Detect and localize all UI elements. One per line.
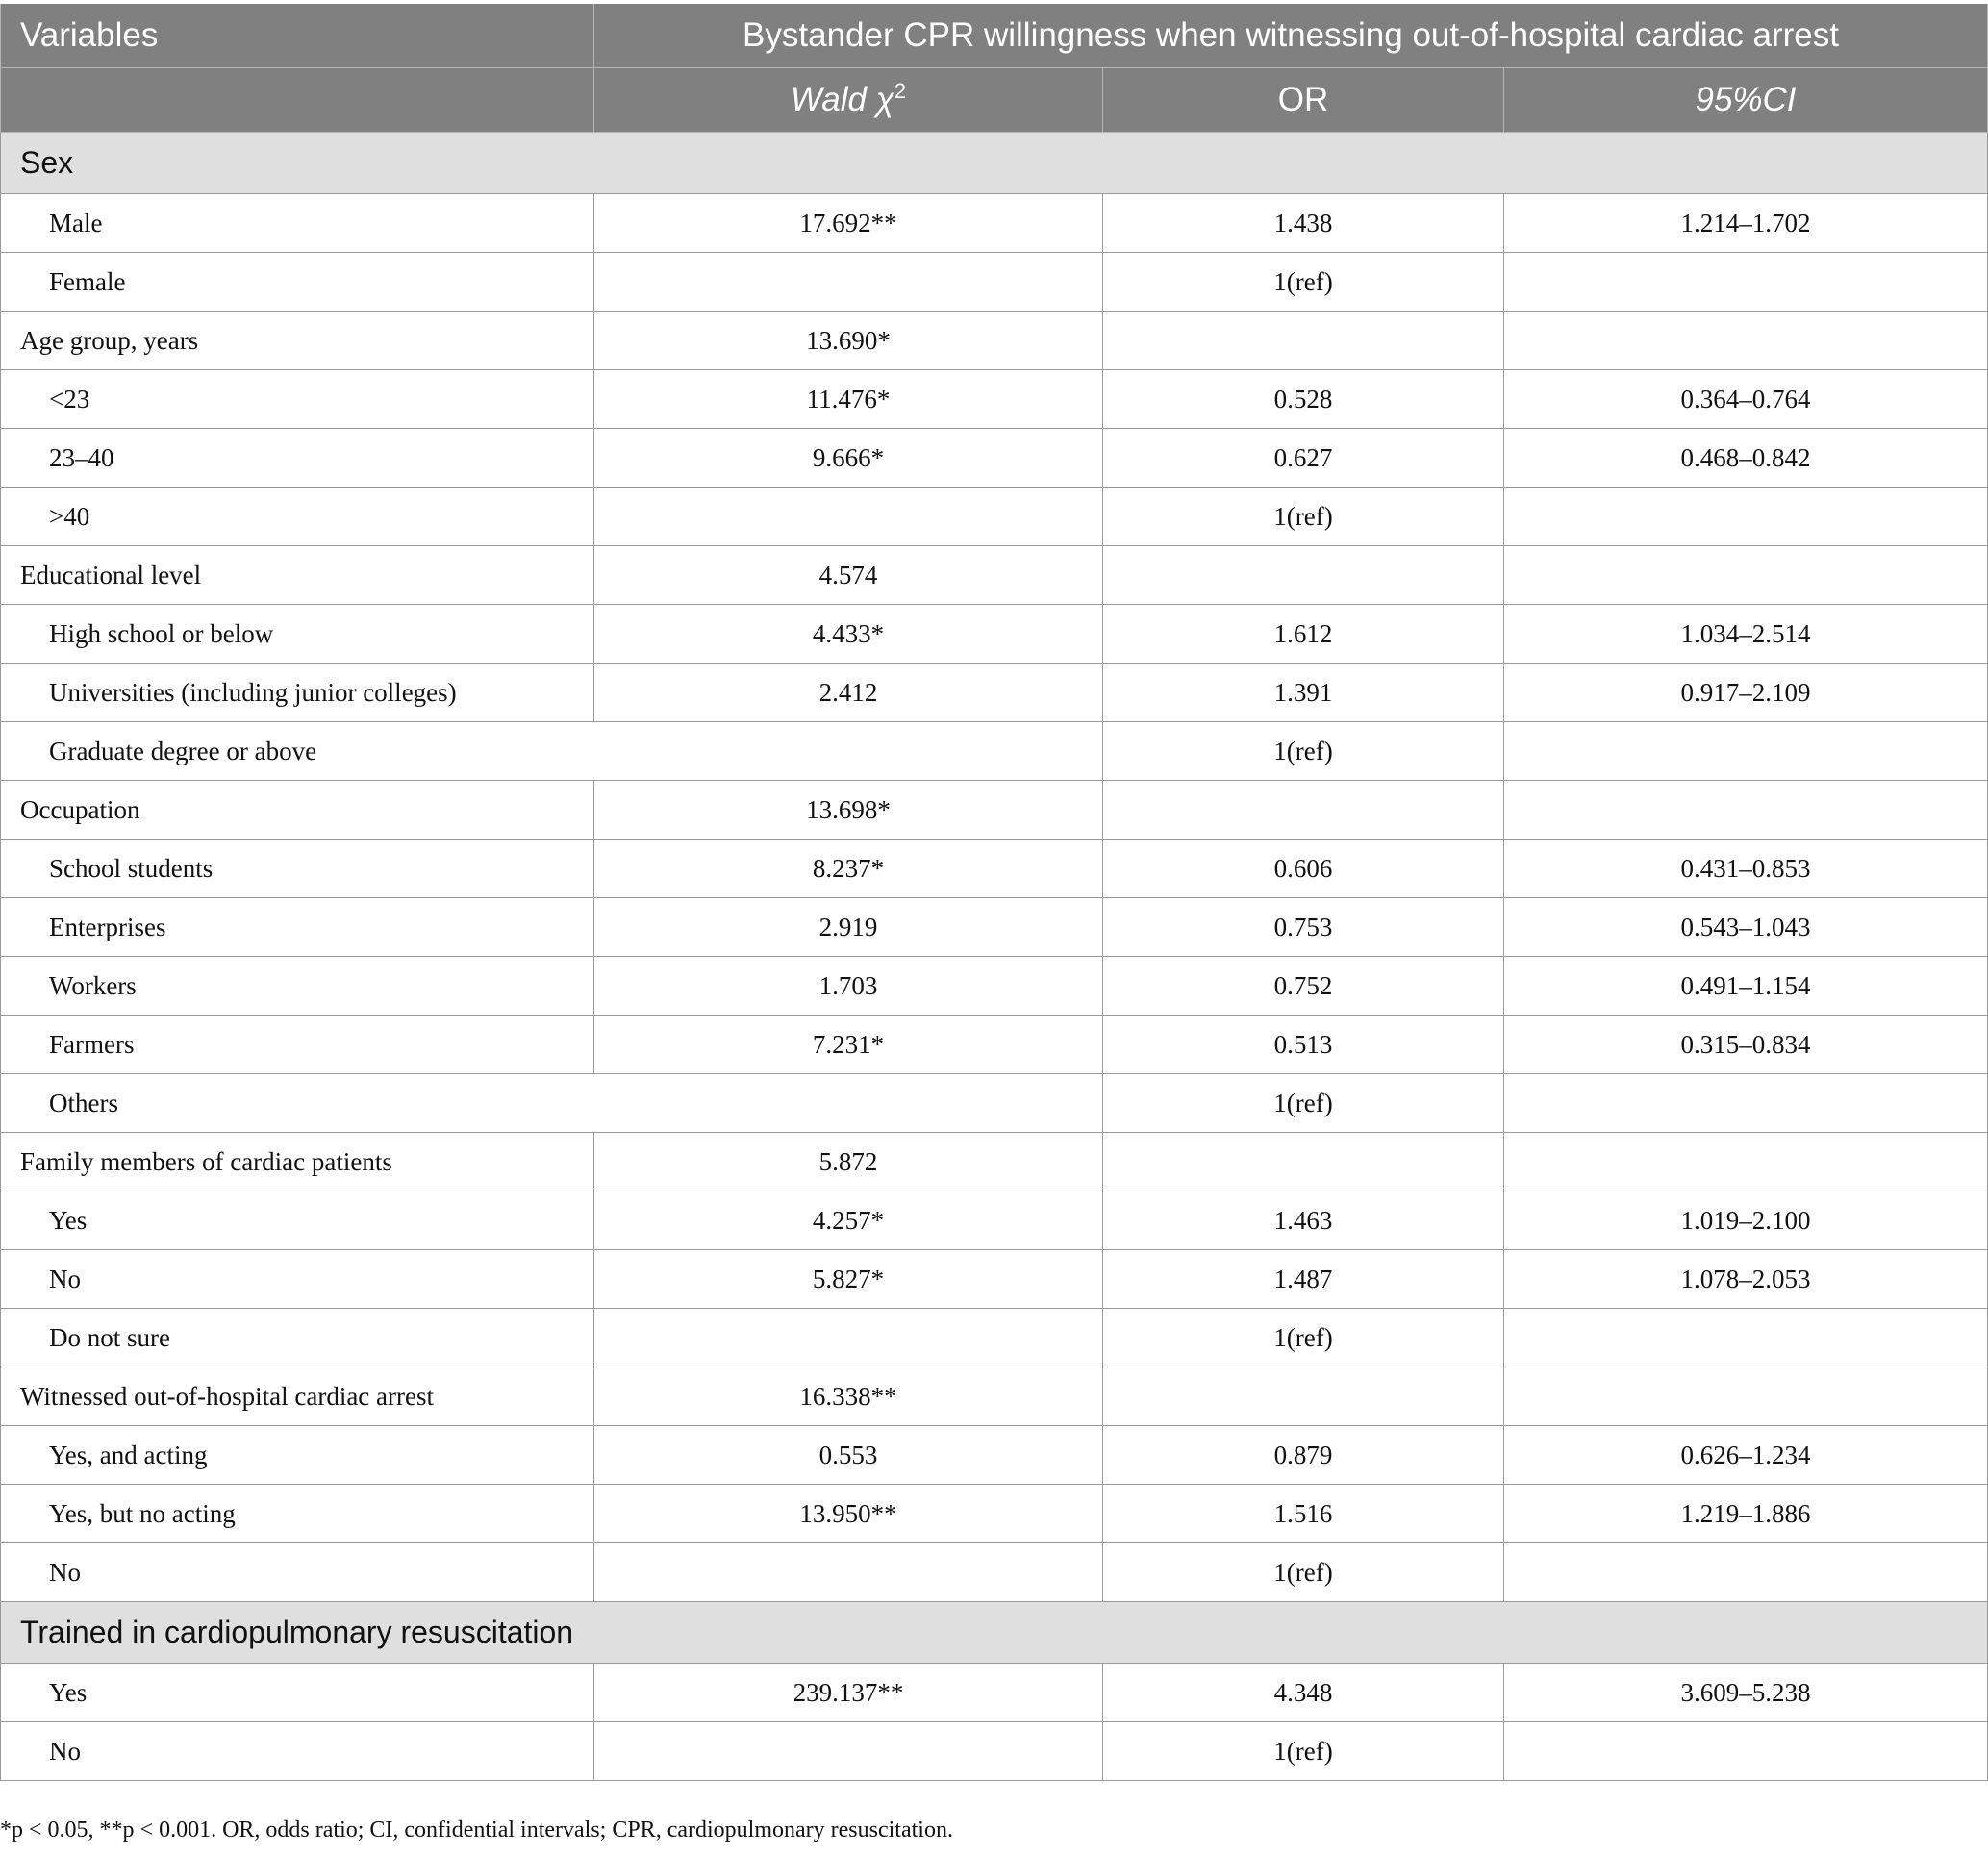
ci-value: 0.431–0.853 — [1504, 840, 1988, 898]
table-row — [1, 488, 1988, 546]
variable-label: Graduate degree or above — [1, 722, 1103, 781]
variable-label: Yes — [1, 1664, 594, 1722]
variable-label: High school or below — [1, 605, 594, 664]
or-value — [1103, 1367, 1504, 1426]
section-row — [1, 1602, 1988, 1664]
results-table — [0, 4, 1988, 1781]
or-value: 1(ref) — [1103, 1074, 1504, 1133]
table-row — [1, 194, 1988, 253]
ci-value: 0.543–1.043 — [1504, 898, 1988, 957]
wald-value: 7.231* — [594, 1016, 1103, 1074]
table-row — [1, 722, 1988, 781]
table-row — [1, 781, 1988, 840]
variable-label: Universities (including junior colleges) — [1, 664, 594, 722]
table-row — [1, 253, 1988, 312]
ci-value — [1504, 1133, 1988, 1191]
wald-value: 5.827* — [594, 1250, 1103, 1309]
wald-value — [594, 253, 1103, 312]
wald-value: 11.476* — [594, 370, 1103, 429]
variable-label: Others — [1, 1074, 1103, 1133]
or-value: 0.528 — [1103, 370, 1504, 429]
ci-value: 1.034–2.514 — [1504, 605, 1988, 664]
or-value — [1103, 781, 1504, 840]
wald-value — [594, 1543, 1103, 1602]
variable-label: Age group, years — [1, 312, 594, 370]
ci-value — [1504, 1074, 1988, 1133]
ci-value — [1504, 253, 1988, 312]
table-row — [1, 898, 1988, 957]
wald-value: 9.666* — [594, 429, 1103, 488]
wald-value: 4.574 — [594, 546, 1103, 605]
variable-label: 23–40 — [1, 429, 594, 488]
header-wald — [594, 68, 1103, 133]
table-row — [1, 1133, 1988, 1191]
or-value: 1(ref) — [1103, 722, 1504, 781]
or-value: 1(ref) — [1103, 1309, 1504, 1367]
variable-label: Occupation — [1, 781, 594, 840]
or-value: 1.391 — [1103, 664, 1504, 722]
variable-label: No — [1, 1250, 594, 1309]
or-value: 0.879 — [1103, 1426, 1504, 1485]
ci-value — [1504, 1543, 1988, 1602]
or-value: 1.612 — [1103, 605, 1504, 664]
table-row — [1, 1074, 1988, 1133]
wald-value: 13.950** — [594, 1485, 1103, 1543]
header-empty — [1, 68, 594, 133]
ci-value: 0.315–0.834 — [1504, 1016, 1988, 1074]
variable-label: Yes, and acting — [1, 1426, 594, 1485]
wald-value: 8.237* — [594, 840, 1103, 898]
variable-label: Enterprises — [1, 898, 594, 957]
variable-label: Yes, but no acting — [1, 1485, 594, 1543]
ci-value — [1504, 546, 1988, 605]
or-value: 1.438 — [1103, 194, 1504, 253]
table-row — [1, 370, 1988, 429]
ci-value: 0.364–0.764 — [1504, 370, 1988, 429]
variable-label: Witnessed out-of-hospital cardiac arrest — [1, 1367, 594, 1426]
variable-label: Educational level — [1, 546, 594, 605]
table-row — [1, 664, 1988, 722]
table-row — [1, 1722, 1988, 1781]
table-body — [1, 133, 1988, 1781]
variable-label: <23 — [1, 370, 594, 429]
ci-value: 0.626–1.234 — [1504, 1426, 1988, 1485]
ci-value: 1.214–1.702 — [1504, 194, 1988, 253]
or-value: 1.463 — [1103, 1191, 1504, 1250]
wald-value: 13.698* — [594, 781, 1103, 840]
ci-value — [1504, 1367, 1988, 1426]
wald-value: 4.433* — [594, 605, 1103, 664]
or-value: 1(ref) — [1103, 1543, 1504, 1602]
wald-value: 0.553 — [594, 1426, 1103, 1485]
wald-value — [594, 488, 1103, 546]
or-value: 0.753 — [1103, 898, 1504, 957]
variable-label: Workers — [1, 957, 594, 1016]
table-header — [1, 4, 1988, 133]
ci-value: 1.219–1.886 — [1504, 1485, 1988, 1543]
or-value — [1103, 312, 1504, 370]
section-title: Trained in cardiopulmonary resuscitation — [1, 1602, 1988, 1664]
wald-value: 16.338** — [594, 1367, 1103, 1426]
wald-value — [594, 1722, 1103, 1781]
table-row — [1, 957, 1988, 1016]
ci-value: 1.078–2.053 — [1504, 1250, 1988, 1309]
ci-value — [1504, 1309, 1988, 1367]
variable-label: No — [1, 1722, 594, 1781]
footnote: *p < 0.05, **p < 0.001. OR, odds ratio; CI, confidential intervals; CPR, cardiopulmonary resuscitation. — [0, 1818, 953, 1843]
ci-value: 0.491–1.154 — [1504, 957, 1988, 1016]
or-value — [1103, 546, 1504, 605]
wald-value: 17.692** — [594, 194, 1103, 253]
table-row — [1, 1250, 1988, 1309]
or-value: 1(ref) — [1103, 1722, 1504, 1781]
or-value: 0.752 — [1103, 957, 1504, 1016]
wald-value: 2.919 — [594, 898, 1103, 957]
table-row — [1, 546, 1988, 605]
table-row — [1, 1426, 1988, 1485]
variable-label: Do not sure — [1, 1309, 594, 1367]
header-or: OR — [1103, 68, 1504, 133]
variable-label: School students — [1, 840, 594, 898]
header-wald-superscript: 2 — [893, 79, 907, 103]
table-row — [1, 1664, 1988, 1722]
or-value: 1.487 — [1103, 1250, 1504, 1309]
or-value: 1(ref) — [1103, 253, 1504, 312]
variable-label: Male — [1, 194, 594, 253]
or-value — [1103, 1133, 1504, 1191]
or-value: 4.348 — [1103, 1664, 1504, 1722]
ci-value — [1504, 1722, 1988, 1781]
wald-value — [594, 1309, 1103, 1367]
variable-label: No — [1, 1543, 594, 1602]
ci-value — [1504, 781, 1988, 840]
wald-value: 4.257* — [594, 1191, 1103, 1250]
table-row — [1, 429, 1988, 488]
ci-value: 0.917–2.109 — [1504, 664, 1988, 722]
wald-value: 2.412 — [594, 664, 1103, 722]
header-ci: 95%CI — [1504, 68, 1988, 133]
ci-value: 0.468–0.842 — [1504, 429, 1988, 488]
table-row — [1, 1016, 1988, 1074]
or-value: 1(ref) — [1103, 488, 1504, 546]
ci-value: 1.019–2.100 — [1504, 1191, 1988, 1250]
ci-value — [1504, 488, 1988, 546]
ci-value — [1504, 722, 1988, 781]
wald-value: 5.872 — [594, 1133, 1103, 1191]
or-value: 0.606 — [1103, 840, 1504, 898]
ci-value: 3.609–5.238 — [1504, 1664, 1988, 1722]
header-outcome: Bystander CPR willingness when witnessing out-of-hospital cardiac arrest — [594, 4, 1988, 68]
variable-label: Farmers — [1, 1016, 594, 1074]
header-wald-label: Wald χ — [790, 81, 894, 118]
table-row — [1, 1543, 1988, 1602]
table-row — [1, 1367, 1988, 1426]
or-value: 0.627 — [1103, 429, 1504, 488]
section-title: Sex — [1, 133, 1988, 194]
variable-label: Yes — [1, 1191, 594, 1250]
table-row — [1, 1191, 1988, 1250]
header-variables: Variables — [1, 4, 594, 68]
variable-label: Family members of cardiac patients — [1, 1133, 594, 1191]
ci-value — [1504, 312, 1988, 370]
section-row — [1, 133, 1988, 194]
table-row — [1, 1485, 1988, 1543]
variable-label: >40 — [1, 488, 594, 546]
wald-value: 1.703 — [594, 957, 1103, 1016]
variable-label: Female — [1, 253, 594, 312]
or-value: 1.516 — [1103, 1485, 1504, 1543]
table-row — [1, 840, 1988, 898]
wald-value: 13.690* — [594, 312, 1103, 370]
table-row — [1, 312, 1988, 370]
table-row — [1, 605, 1988, 664]
wald-value: 239.137** — [594, 1664, 1103, 1722]
table-row — [1, 1309, 1988, 1367]
or-value: 0.513 — [1103, 1016, 1504, 1074]
